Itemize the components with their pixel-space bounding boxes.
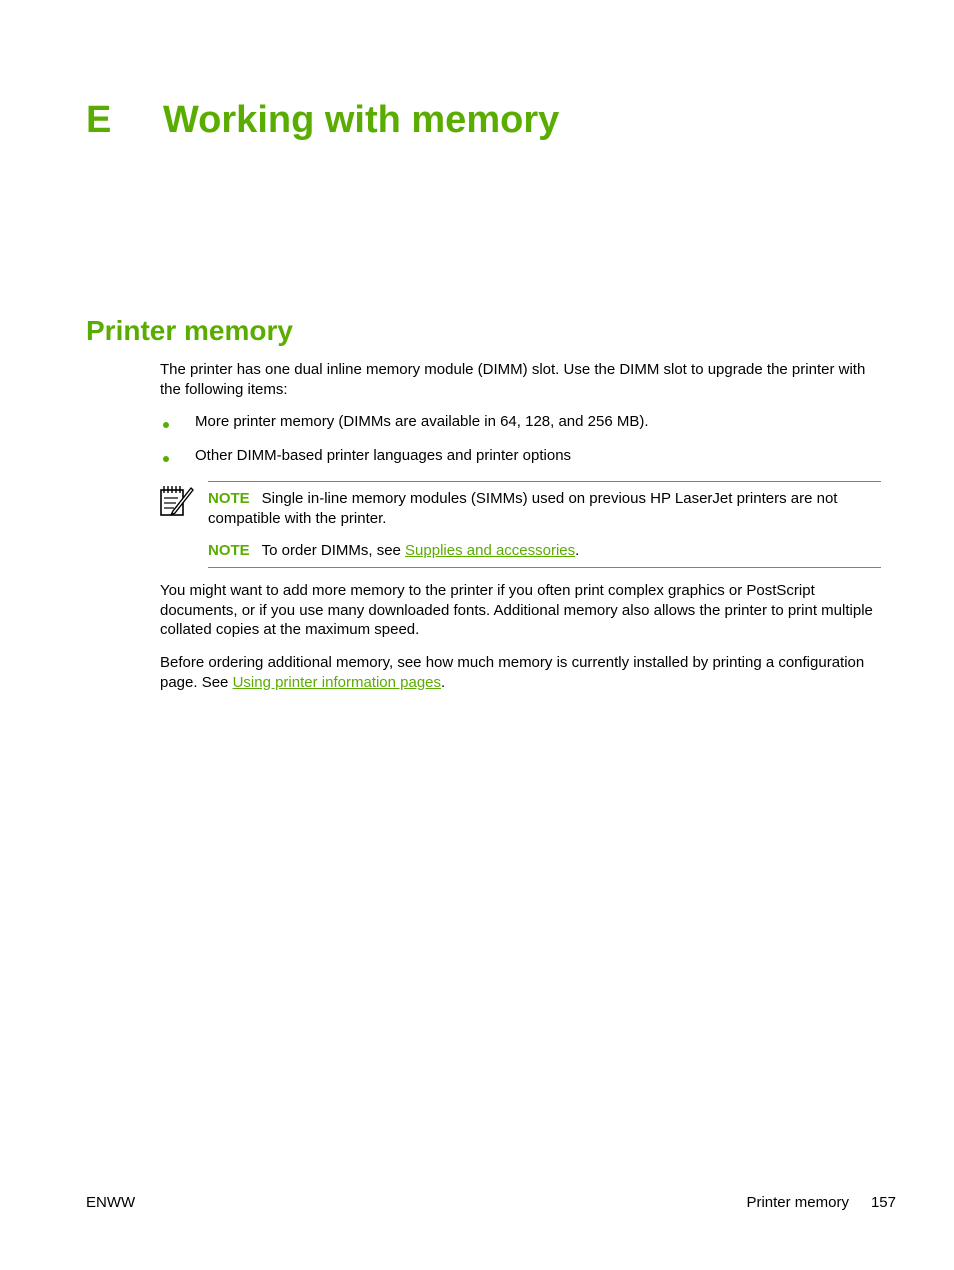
ordering-paragraph [160, 653, 884, 692]
chapter-letter: E [86, 99, 112, 141]
note-label: NOTE [208, 490, 250, 507]
bullet-text: More printer memory (DIMMs are available in 64, 128, and 256 MB). [195, 413, 649, 430]
page-number: 157 [870, 1194, 896, 1211]
supplies-and-accessories-link[interactable]: Supplies and accessories [405, 542, 576, 559]
list-item [160, 446, 884, 466]
footer-section: Printer memory [746, 1194, 849, 1211]
bullet-icon [163, 456, 169, 462]
note-pad-pencil-icon [158, 484, 194, 518]
note-box [208, 481, 881, 568]
chapter-title-text: Working with memory [163, 99, 560, 141]
list-item [160, 412, 884, 432]
printer-information-pages-link[interactable]: Using printer information pages [232, 673, 442, 691]
footer-left: ENWW [86, 1194, 136, 1211]
note-label: NOTE [208, 542, 250, 559]
bullet-list [160, 412, 884, 466]
intro-paragraph: The printer has one dual inline memory module (DIMM) slot. Use the DIMM slot to upgrade the printer with the following items: [160, 361, 866, 398]
note-text-end: . [575, 542, 580, 559]
bullet-text: Other DIMM-based printer languages and printer options [195, 447, 572, 464]
memory-paragraph: You might want to add more memory to the printer if you often print complex graphics or PostScript documents, or if you use many downloaded fonts. Additional memory also allows the printer to print multiple collated copies at the maximum speed. [160, 582, 873, 638]
chapter-title [86, 97, 559, 143]
footer-right [746, 1193, 896, 1213]
note-2 [208, 541, 881, 561]
ordering-text: Before ordering additional memory, see how much memory is currently installed by printing a configuration page. See [160, 654, 865, 691]
ordering-text-end: . [441, 673, 446, 691]
note-1 [208, 489, 881, 528]
bullet-icon [163, 422, 169, 428]
note-text: Single in-line memory modules (SIMMs) used on previous HP LaserJet printers are not compatible with the printer. [208, 490, 838, 527]
note-text: To order DIMMs, see [261, 542, 406, 559]
section-title: Printer memory [86, 315, 293, 346]
